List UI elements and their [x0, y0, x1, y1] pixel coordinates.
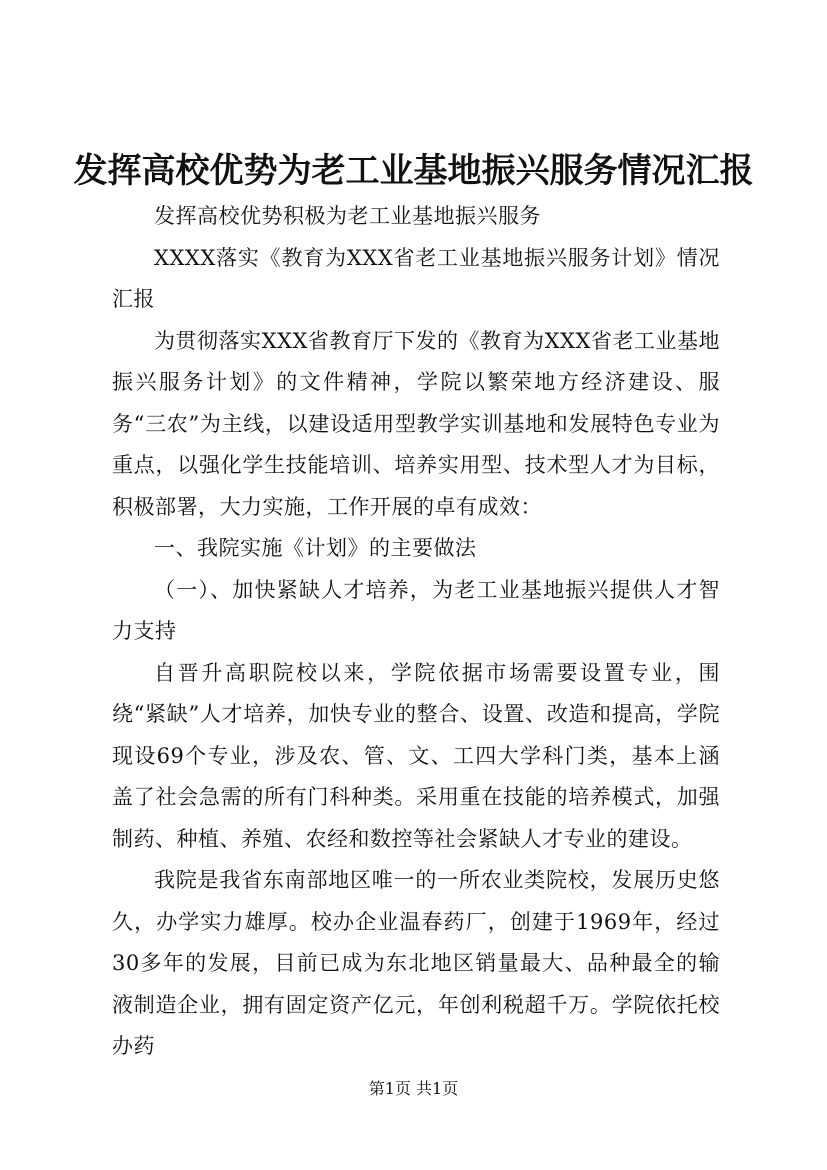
report-heading-paragraph: XXXX落实《教育为XXX省老工业基地振兴服务计划》情况汇报 [112, 245, 720, 311]
body-paragraph: 自晋升高职院校以来，学院依据市场需要设置专业，围绕“紧缺”人才培养，加快专业的整合、设置、改造和提高，学院现设69个专业，涉及农、管、文、工四大学科门类，基本上涵盖了社会急需的所有门科种类。采用重在技能的培养模式，加强制药、种植、养殖、农经和数控等社会紧缺人才专业的建设。 [112, 660, 720, 851]
section-heading: 一、我院实施《计划》的主要做法 [154, 536, 477, 560]
document-body [112, 196, 720, 1068]
subsection-heading: （一）、加快紧缺人才培养，为老工业基地振兴提供人才智力支持 [112, 577, 720, 643]
intro-paragraph: 为贯彻落实XXX省教育厅下发的《教育为XXX省老工业基地振兴服务计划》的文件精神，学院以繁荣地方经济建设、服务“三农”为主线，以建设适用型教学实训基地和发展特色专业为重点，以强化学生技能培训、培养实用型、技术型人才为目标，积极部署，大力实施，工作开展的卓有成效： [112, 328, 720, 519]
document-title: 发挥高校优势为老工业基地振兴服务情况汇报 [73, 151, 754, 191]
body-paragraph: 我院是我省东南部地区唯一的一所农业类院校，发展历史悠久，办学实力雄厚。校办企业温春药厂，创建于1969年，经过30多年的发展，目前已成为东北地区销量最大、品种最全的输液制造企业，拥有固定资产亿元，年创利税超千万。学院依托校办药 [112, 868, 720, 1058]
page-footer: 第1页 共1页 [368, 1079, 459, 1098]
subtitle-paragraph: 发挥高校优势积极为老工业基地振兴服务 [154, 204, 541, 228]
